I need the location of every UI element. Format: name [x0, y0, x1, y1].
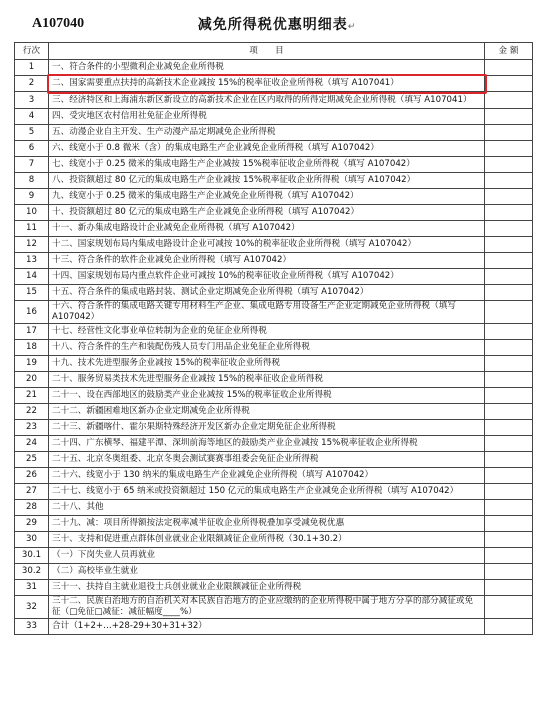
amount-cell[interactable]: [485, 60, 533, 76]
table-row: [15, 157, 533, 173]
item-cell: 十四、国家规划布局内重点软件企业可减按 10%的税率征收企业所得税（填写 A107042）: [49, 269, 485, 285]
line-number-cell: 6: [15, 141, 49, 157]
item-cell: 三十、支持和促进重点群体创业就业企业限额减征企业所得税（30.1+30.2）: [49, 532, 485, 548]
line-number-cell: 9: [15, 189, 49, 205]
amount-cell[interactable]: [485, 619, 533, 635]
amount-cell[interactable]: [485, 580, 533, 596]
amount-cell[interactable]: [485, 301, 533, 324]
table-row: [15, 253, 533, 269]
amount-cell[interactable]: [485, 237, 533, 253]
line-number-cell: 14: [15, 269, 49, 285]
amount-cell[interactable]: [485, 388, 533, 404]
table-row: [15, 532, 533, 548]
table-row: [15, 436, 533, 452]
table-row: [15, 285, 533, 301]
line-number-cell: 8: [15, 173, 49, 189]
table-row: [15, 92, 533, 109]
item-cell: 六、线宽小于 0.8 微米（含）的集成电路生产企业减免企业所得税（填写 A107042）: [49, 141, 485, 157]
item-cell: 一、符合条件的小型微利企业减免企业所得税: [49, 60, 485, 76]
amount-cell[interactable]: [485, 92, 533, 109]
item-cell: 二十四、广东横琴、福建平潭、深圳前海等地区的鼓励类产业企业减按 15%税率征收企业所得税: [49, 436, 485, 452]
amount-cell[interactable]: [485, 548, 533, 564]
amount-cell[interactable]: [485, 205, 533, 221]
amount-cell[interactable]: [485, 516, 533, 532]
table-row: [15, 596, 533, 619]
table-row: [15, 564, 533, 580]
line-number-cell: 5: [15, 125, 49, 141]
table-row: [15, 189, 533, 205]
table-row: [15, 173, 533, 189]
amount-cell[interactable]: [485, 532, 533, 548]
amount-cell[interactable]: [485, 76, 533, 92]
item-cell: 十一、新办集成电路设计企业减免企业所得税（填写 A107042）: [49, 221, 485, 237]
form-title-text: 减免所得税优惠明细表: [197, 17, 348, 33]
form-title: [0, 14, 554, 34]
item-cell: （二）高校毕业生就业: [49, 564, 485, 580]
line-number-cell: 30.2: [15, 564, 49, 580]
line-number-cell: 18: [15, 340, 49, 356]
paragraph-mark-icon: ↵: [347, 22, 357, 32]
item-cell: 二十一、设在西部地区的鼓励类产业企业减按 15%的税率征收企业所得税: [49, 388, 485, 404]
table-row: [15, 452, 533, 468]
item-cell: 八、投资额超过 80 亿元的集成电路生产企业减按 15%税率征收企业所得税（填写 A107042）: [49, 173, 485, 189]
item-cell: 二十七、线宽小于 65 纳米或投资额超过 150 亿元的集成电路生产企业减免企业所得税（填写 A107042）: [49, 484, 485, 500]
tax-relief-table: [14, 42, 533, 635]
amount-cell[interactable]: [485, 189, 533, 205]
item-cell: 二十五、北京冬奥组委、北京冬奥会测试赛赛事组委会免征企业所得税: [49, 452, 485, 468]
highlight-box: [47, 74, 487, 94]
line-number-cell: 26: [15, 468, 49, 484]
amount-cell[interactable]: [485, 452, 533, 468]
amount-cell[interactable]: [485, 356, 533, 372]
table-row: [15, 388, 533, 404]
amount-cell[interactable]: [485, 596, 533, 619]
line-number-cell: 16: [15, 301, 49, 324]
line-number-cell: 30: [15, 532, 49, 548]
line-number-cell: 10: [15, 205, 49, 221]
table-row: [15, 324, 533, 340]
item-cell: 十、投资额超过 80 亿元的集成电路生产企业减免企业所得税（填写 A107042）: [49, 205, 485, 221]
line-number-cell: 25: [15, 452, 49, 468]
line-number-cell: 32: [15, 596, 49, 619]
amount-cell[interactable]: [485, 125, 533, 141]
table-row: [15, 516, 533, 532]
amount-cell[interactable]: [485, 173, 533, 189]
table-row: [15, 141, 533, 157]
item-cell: 十三、符合条件的软件企业减免企业所得税（填写 A107042）: [49, 253, 485, 269]
amount-cell[interactable]: [485, 269, 533, 285]
table-row: [15, 468, 533, 484]
table-row: [15, 619, 533, 635]
line-number-cell: 17: [15, 324, 49, 340]
header-line-no: 行次: [15, 43, 49, 60]
item-cell: 二十二、新疆困难地区新办企业定期减免企业所得税: [49, 404, 485, 420]
amount-cell[interactable]: [485, 404, 533, 420]
line-number-cell: 33: [15, 619, 49, 635]
table-row: [15, 500, 533, 516]
line-number-cell: 2: [15, 76, 49, 92]
line-number-cell: 19: [15, 356, 49, 372]
line-number-cell: 23: [15, 420, 49, 436]
line-number-cell: 3: [15, 92, 49, 109]
line-number-cell: 31: [15, 580, 49, 596]
line-number-cell: 21: [15, 388, 49, 404]
table-row: [15, 301, 533, 324]
item-cell: 二十三、新疆喀什、霍尔果斯特殊经济开发区新办企业定期免征企业所得税: [49, 420, 485, 436]
line-number-cell: 30.1: [15, 548, 49, 564]
line-number-cell: 7: [15, 157, 49, 173]
item-cell: 三十二、民族自治地方的自治机关对本民族自治地方的企业应缴纳的企业所得税中属于地方分享的部分减征或免征（□免征□减征：减征幅度____%）: [49, 596, 485, 619]
table-row: [15, 205, 533, 221]
table-row: [15, 109, 533, 125]
amount-cell[interactable]: [485, 468, 533, 484]
item-cell: 十七、经营性文化事业单位转制为企业的免征企业所得税: [49, 324, 485, 340]
item-cell: 十六、符合条件的集成电路关键专用材料生产企业、集成电路专用设备生产企业定期减免企业所得税（填写 A107042）: [49, 301, 485, 324]
table-body: [15, 60, 533, 635]
line-number-cell: 24: [15, 436, 49, 452]
item-cell: 十九、技术先进型服务企业减按 15%的税率征收企业所得税: [49, 356, 485, 372]
line-number-cell: 28: [15, 500, 49, 516]
line-number-cell: 12: [15, 237, 49, 253]
item-cell: 三、经济特区和上海浦东新区新设立的高新技术企业在区内取得的所得定期减免企业所得税（填写 A107041）: [49, 92, 485, 109]
table-row: [15, 340, 533, 356]
item-cell: 十五、符合条件的集成电路封装、测试企业定期减免企业所得税（填写 A107042）: [49, 285, 485, 301]
item-cell: 三十一、扶持自主就业退役士兵创业就业企业限额减征企业所得税: [49, 580, 485, 596]
amount-cell[interactable]: [485, 221, 533, 237]
table-row: [15, 420, 533, 436]
line-number-cell: 22: [15, 404, 49, 420]
table-row: [15, 125, 533, 141]
item-cell: 二十、服务贸易类技术先进型服务企业减按 15%的税率征收企业所得税: [49, 372, 485, 388]
table-row: [15, 404, 533, 420]
amount-cell[interactable]: [485, 324, 533, 340]
item-cell: 合计（1+2+…+28-29+30+31+32）: [49, 619, 485, 635]
item-cell: 二十九、减：项目所得额按法定税率减半征收企业所得税叠加享受减免税优惠: [49, 516, 485, 532]
item-cell: 七、线宽小于 0.25 微米的集成电路生产企业减按 15%税率征收企业所得税（填写 A107042）: [49, 157, 485, 173]
table-header-row: [15, 43, 533, 60]
table-row: [15, 356, 533, 372]
item-cell: （一）下岗失业人员再就业: [49, 548, 485, 564]
item-cell: 九、线宽小于 0.25 微米的集成电路生产企业减免企业所得税（填写 A107042）: [49, 189, 485, 205]
line-number-cell: 29: [15, 516, 49, 532]
amount-cell[interactable]: [485, 372, 533, 388]
line-number-cell: 13: [15, 253, 49, 269]
form-code: A107040: [32, 16, 85, 31]
header-item: 项 目: [49, 43, 485, 60]
amount-cell[interactable]: [485, 436, 533, 452]
amount-cell[interactable]: [485, 484, 533, 500]
table-row: [15, 548, 533, 564]
amount-cell[interactable]: [485, 500, 533, 516]
table-row: [15, 372, 533, 388]
line-number-cell: 20: [15, 372, 49, 388]
line-number-cell: 15: [15, 285, 49, 301]
item-cell: 十二、国家规划布局内集成电路设计企业可减按 10%的税率征收企业所得税（填写 A107042）: [49, 237, 485, 253]
header-amount: 金 额: [485, 43, 533, 60]
table-row: [15, 580, 533, 596]
amount-cell[interactable]: [485, 564, 533, 580]
table-row: [15, 237, 533, 253]
item-cell: 四、受灾地区农村信用社免征企业所得税: [49, 109, 485, 125]
table-row: [15, 221, 533, 237]
amount-cell[interactable]: [485, 109, 533, 125]
amount-cell[interactable]: [485, 285, 533, 301]
line-number-cell: 11: [15, 221, 49, 237]
amount-cell[interactable]: [485, 340, 533, 356]
item-cell: 五、动漫企业自主开发、生产动漫产品定期减免企业所得税: [49, 125, 485, 141]
amount-cell[interactable]: [485, 141, 533, 157]
item-cell: 二十六、线宽小于 130 纳米的集成电路生产企业减免企业所得税（填写 A107042）: [49, 468, 485, 484]
line-number-cell: 4: [15, 109, 49, 125]
amount-cell[interactable]: [485, 253, 533, 269]
table-row: [15, 484, 533, 500]
item-cell: 二、国家需要重点扶持的高新技术企业减按 15%的税率征收企业所得税（填写 A107041）: [49, 76, 485, 92]
amount-cell[interactable]: [485, 157, 533, 173]
table-row: [15, 269, 533, 285]
item-cell: 二十八、其他: [49, 500, 485, 516]
line-number-cell: 27: [15, 484, 49, 500]
item-cell: 十八、符合条件的生产和装配伤残人员专门用品企业免征企业所得税: [49, 340, 485, 356]
line-number-cell: 1: [15, 60, 49, 76]
amount-cell[interactable]: [485, 420, 533, 436]
